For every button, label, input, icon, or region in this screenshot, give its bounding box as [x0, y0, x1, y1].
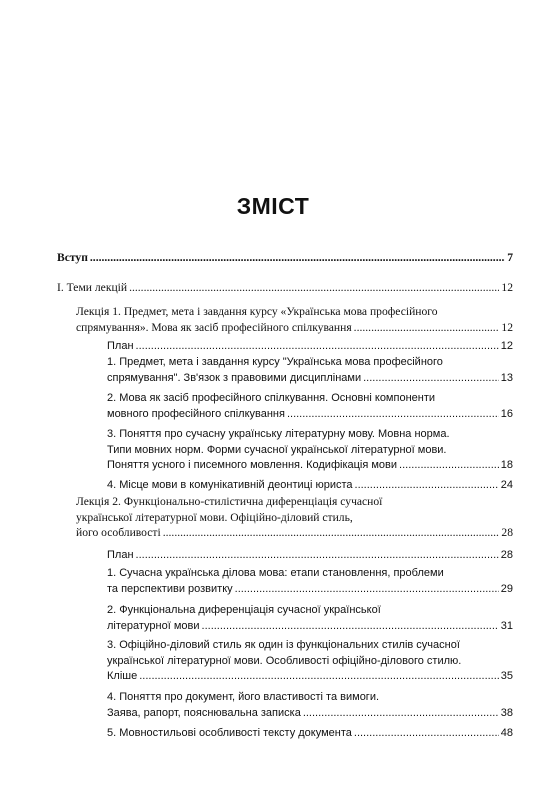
toc-entry	[57, 280, 513, 296]
toc-entry-line	[107, 706, 513, 722]
toc-entry	[76, 494, 513, 541]
toc-page-number: 12	[500, 340, 513, 352]
toc-page-number: 12	[501, 281, 513, 294]
toc-page-number: 13	[500, 371, 513, 384]
toc-entry-text: 5. Мовностильові особливості тексту документа	[107, 727, 352, 739]
toc-entry	[107, 638, 513, 685]
dot-leader	[287, 407, 499, 422]
toc-page-number: 18	[500, 459, 513, 471]
toc-entry-text: Кліше	[107, 670, 138, 682]
toc-entry-text: та перспективи розвитку	[107, 582, 233, 595]
dot-leader	[139, 669, 499, 684]
toc-entry-text: 2. Мова як засіб професійного спілкування. Основні компоненти	[107, 392, 436, 404]
toc-page-number: 24	[500, 479, 513, 491]
toc-entry-text: спрямування". Зв'язок з правовими дисциплінами	[107, 371, 362, 384]
toc-entry-text: української літературної мови. Офіційно-діловий стиль,	[76, 510, 353, 524]
toc-page-number: 29	[500, 582, 513, 595]
toc-entry	[107, 566, 513, 597]
toc-entry-line	[76, 510, 513, 526]
toc-entry	[107, 690, 513, 721]
toc-entry-line	[107, 443, 513, 459]
toc-page-number: 7	[507, 251, 513, 264]
dot-leader	[303, 706, 499, 721]
toc-entry-text: 4. Поняття про документ, його властивості та вимоги.	[107, 691, 380, 703]
toc-page-number: 38	[500, 706, 513, 719]
toc-entry-line	[76, 320, 513, 336]
toc-entry-line	[107, 478, 513, 494]
toc-entry-text: І. Теми лекцій	[57, 281, 128, 294]
page-title: ЗМІСТ	[236, 193, 310, 219]
toc-entry-text: План	[107, 549, 134, 561]
dot-leader	[355, 478, 499, 493]
toc-entry-line	[76, 494, 513, 510]
dot-leader	[163, 525, 500, 540]
toc-entry	[76, 304, 513, 335]
toc-entry-line	[107, 566, 513, 582]
toc-entry-text: його особливості	[76, 526, 161, 539]
toc-entry	[107, 603, 513, 634]
toc-page-number: 48	[500, 727, 513, 739]
toc-entry	[107, 391, 513, 422]
toc-entry	[107, 355, 513, 386]
toc-entry-text: Лекція 2. Функціонально-стилістична диференціація сучасної	[76, 495, 383, 508]
toc-entry-text: 1. Сучасна українська ділова мова: етапи становлення, проблеми	[107, 567, 444, 579]
toc-entry-text: мовного професійного спілкування	[107, 407, 285, 420]
toc-entry-line	[107, 548, 513, 564]
dot-leader	[354, 726, 499, 741]
toc-entry-line	[107, 669, 513, 685]
toc-entry-text: План	[107, 340, 134, 352]
toc-entry-text: Лекція 1. Предмет, мета і завдання курсу «Українська мова професійного	[76, 305, 438, 318]
toc-entry-text: 3. Поняття про сучасну українську літературну мову. Мовна норма.	[107, 428, 450, 440]
toc-page-number: 31	[500, 619, 513, 632]
toc-page-number: 28	[501, 526, 513, 539]
toc-entry-line	[107, 427, 513, 443]
toc-entry-line	[107, 603, 513, 619]
dot-leader	[136, 339, 499, 354]
toc-entry	[107, 339, 513, 355]
toc-entry-text: спрямування». Мова як засіб професійного спілкування	[76, 320, 352, 334]
toc-entry-line	[107, 339, 513, 355]
dot-leader	[136, 548, 499, 563]
toc-entry-line	[107, 726, 513, 742]
toc-entry	[107, 478, 513, 494]
toc-entry-text: літературної мови	[107, 619, 200, 632]
dot-leader	[202, 619, 499, 634]
dot-leader	[399, 458, 499, 473]
toc-entry-text: Поняття усного і писемного мовлення. Кодифікація мови	[107, 459, 398, 471]
dot-leader	[90, 250, 505, 265]
toc-entry-line	[107, 619, 513, 635]
toc-entry-text: 3. Офіційно-діловий стиль як один із функціональних стилів сучасної	[107, 639, 460, 651]
dot-leader	[363, 371, 499, 386]
toc-entry-text: Вступ	[57, 251, 88, 264]
toc-entry	[107, 427, 513, 474]
toc-entry-line	[57, 280, 513, 296]
toc-page-number: 12	[501, 320, 513, 334]
toc-entry-text: 2. Функціональна диференціація сучасної української	[107, 604, 381, 616]
toc-entry-line	[107, 638, 513, 654]
dot-leader	[354, 320, 500, 335]
toc-entry-line	[107, 654, 513, 670]
toc-entry-line	[107, 355, 513, 371]
toc-entry-text: Типи мовних норм. Форми сучасної української літературної мови.	[107, 443, 447, 456]
toc-entry-text: Заява, рапорт, пояснювальна записка	[107, 706, 301, 719]
toc-entry-text: української літературної мови. Особливості офіційно-ділового стилю.	[107, 654, 462, 667]
toc-entry-text: 1. Предмет, мета і завдання курсу "Українська мова професійного	[107, 356, 443, 368]
toc-page-number: 28	[500, 549, 513, 561]
toc-entry-line	[107, 407, 513, 423]
toc-entry	[57, 250, 513, 266]
toc-entry-line	[107, 371, 513, 387]
toc-page-number: 16	[500, 407, 513, 420]
toc-entry-line	[76, 304, 513, 320]
toc-entry-line	[57, 250, 513, 266]
dot-leader	[129, 280, 499, 295]
toc-entry	[107, 548, 513, 564]
toc-page-number: 35	[500, 670, 513, 682]
toc-entry-line	[107, 391, 513, 407]
toc-entry-line	[107, 458, 513, 474]
dot-leader	[235, 582, 499, 597]
toc-entry	[107, 726, 513, 742]
toc-entry-text: 4. Місце мови в комунікативній деонтиці юриста	[107, 479, 353, 491]
toc-entry-line	[107, 690, 513, 706]
toc-entry-line	[76, 525, 513, 541]
toc-entry-line	[107, 582, 513, 598]
